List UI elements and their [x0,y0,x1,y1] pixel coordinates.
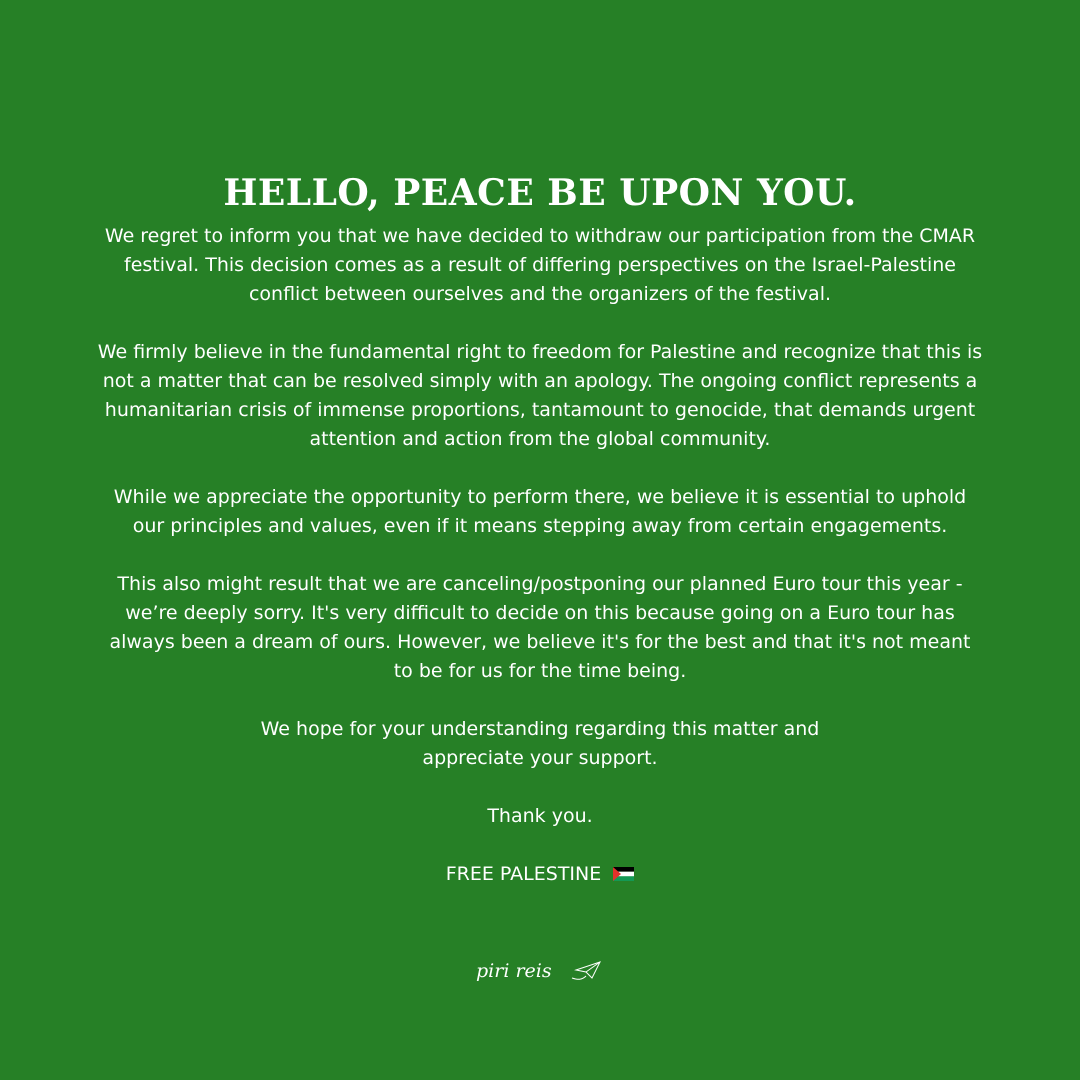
statement [0,168,1080,918]
signature-logo [472,952,608,988]
closing-text: Thank you. [487,805,593,827]
paragraph-principles: While we appreciate the opportunity to perform there, we believe it is essential to uphold our principles and values, even if it means stepping away from certain engagements. [113,486,967,537]
paragraph-withdrawal: We regret to inform you that we have decided to withdraw our participation from the CMAR festival. This decision comes as a result of differing perspectives on the Israel-Palestine conflict between ourselves and the organizers of the festival. [104,225,976,305]
paragraph-freedom: We firmly believe in the fundamental right to freedom for Palestine and recognize that this is not a matter that can be resolved simply with an apology. The ongoing conflict represents a humanitarian crisis of immense proportions, tantamount to genocide, that demands urgent attention and action from the global community. [97,341,983,450]
signature-text: piri reis [476,960,552,982]
palestine-flag-icon [613,867,634,881]
slogan-text: FREE PALESTINE [445,863,602,885]
paragraph-understanding: We hope for your understanding regarding this matter and appreciate your support. [260,718,820,769]
paragraph-euro-tour: This also might result that we are canceling/postponing our planned Euro tour this year - we’re deeply sorry. It's very difficult to decide on this because going on a Euro tour has always been a dream of ours. However, we believe it's for the best and that it's not meant to be for us for the time being. [109,573,971,682]
page-title: HELLO, PEACE BE UPON YOU. [223,172,857,214]
paper-plane-icon [572,962,600,979]
slogan-line [340,860,740,889]
